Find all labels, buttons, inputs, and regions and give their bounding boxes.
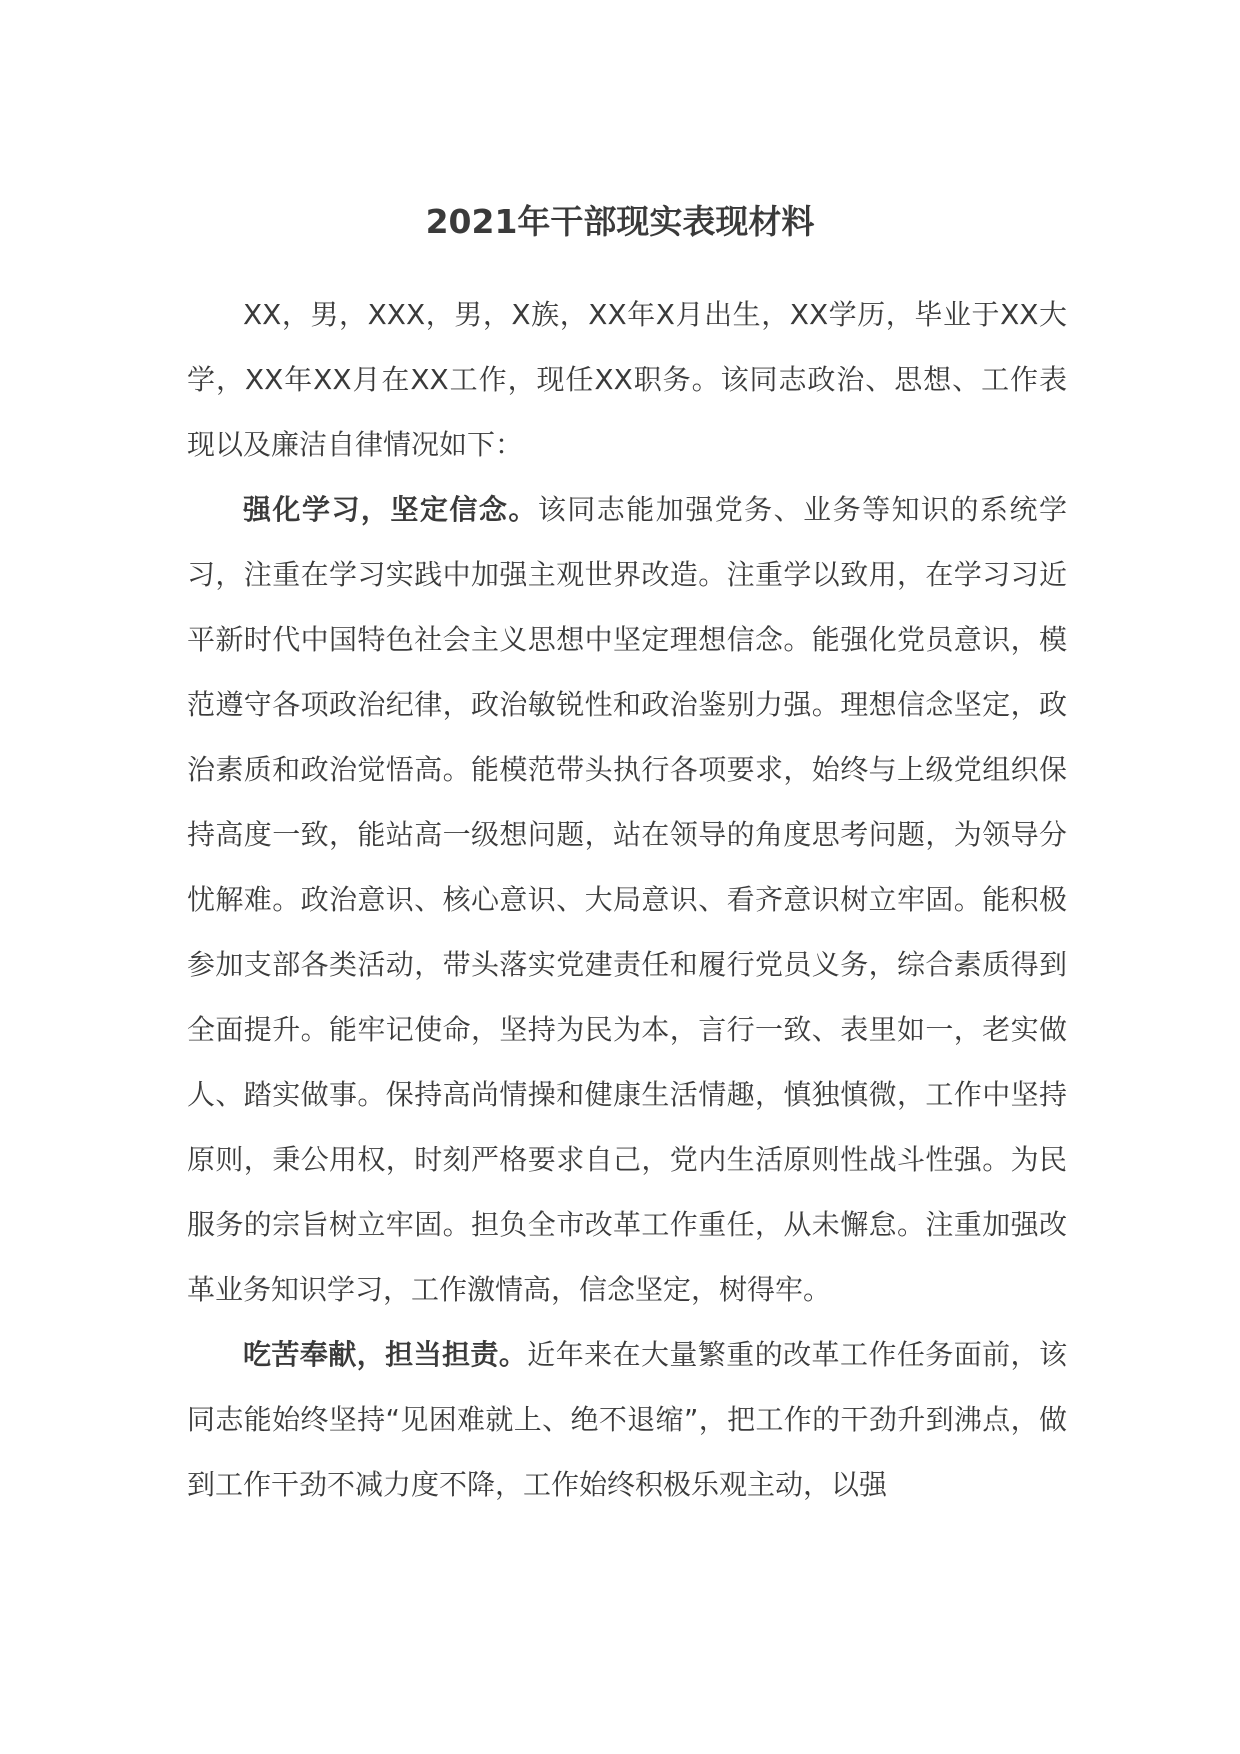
document-body (187, 282, 1067, 1517)
paragraph-text: XX，男，XXX，男，X族，XX年X月出生，XX学历，毕业于XX大学，XX年XX月在XX工作，现任XX职务。该同志政治、思想、工作表现以及廉洁自律情况如下： (187, 298, 1067, 461)
paragraph-study (187, 477, 1067, 1322)
document-title: 2021年干部现实表现材料 (425, 202, 815, 241)
paragraph-text: 近年来在大量繁重的改革工作任务面前，该同志能始终坚持“见困难就上、绝不退缩”，把工作的干劲升到沸点，做到工作干劲不减力度不降，工作始终积极乐观主动，以强 (187, 1338, 1067, 1501)
paragraph-lead: 强化学习，坚定信念。 (243, 493, 538, 526)
paragraph-lead: 吃苦奉献，担当担责。 (243, 1338, 528, 1371)
paragraph-intro (187, 282, 1067, 477)
paragraph-text: 该同志能加强党务、业务等知识的系统学习，注重在学习实践中加强主观世界改造。注重学以致用，在学习习近平新时代中国特色社会主义思想中坚定理想信念。能强化党员意识，模范遵守各项政治纪律，政治敏锐性和政治鉴别力强。理想信念坚定，政治素质和政治觉悟高。能模范带头执行各项要求，始终与上级党组织保持高度一致，能站高一级想问题，站在领导的角度思考问题，为领导分忧解难。政治意识、核心意识、大局意识、看齐意识树立牢固。能积极参加支部各类活动，带头落实党建责任和履行党员义务，综合素质得到全面提升。能牢记使命，坚持为民为本，言行一致、表里如一，老实做人、踏实做事。保持高尚情操和健康生活情趣，慎独慎微，工作中坚持原则，秉公用权，时刻严格要求自己，党内生活原则性战斗性强。为民服务的宗旨树立牢固。担负全市改革工作重任，从未懈怠。注重加强改革业务知识学习，工作激情高，信念坚定，树得牢。 (187, 493, 1067, 1306)
paragraph-dedication (187, 1322, 1067, 1517)
